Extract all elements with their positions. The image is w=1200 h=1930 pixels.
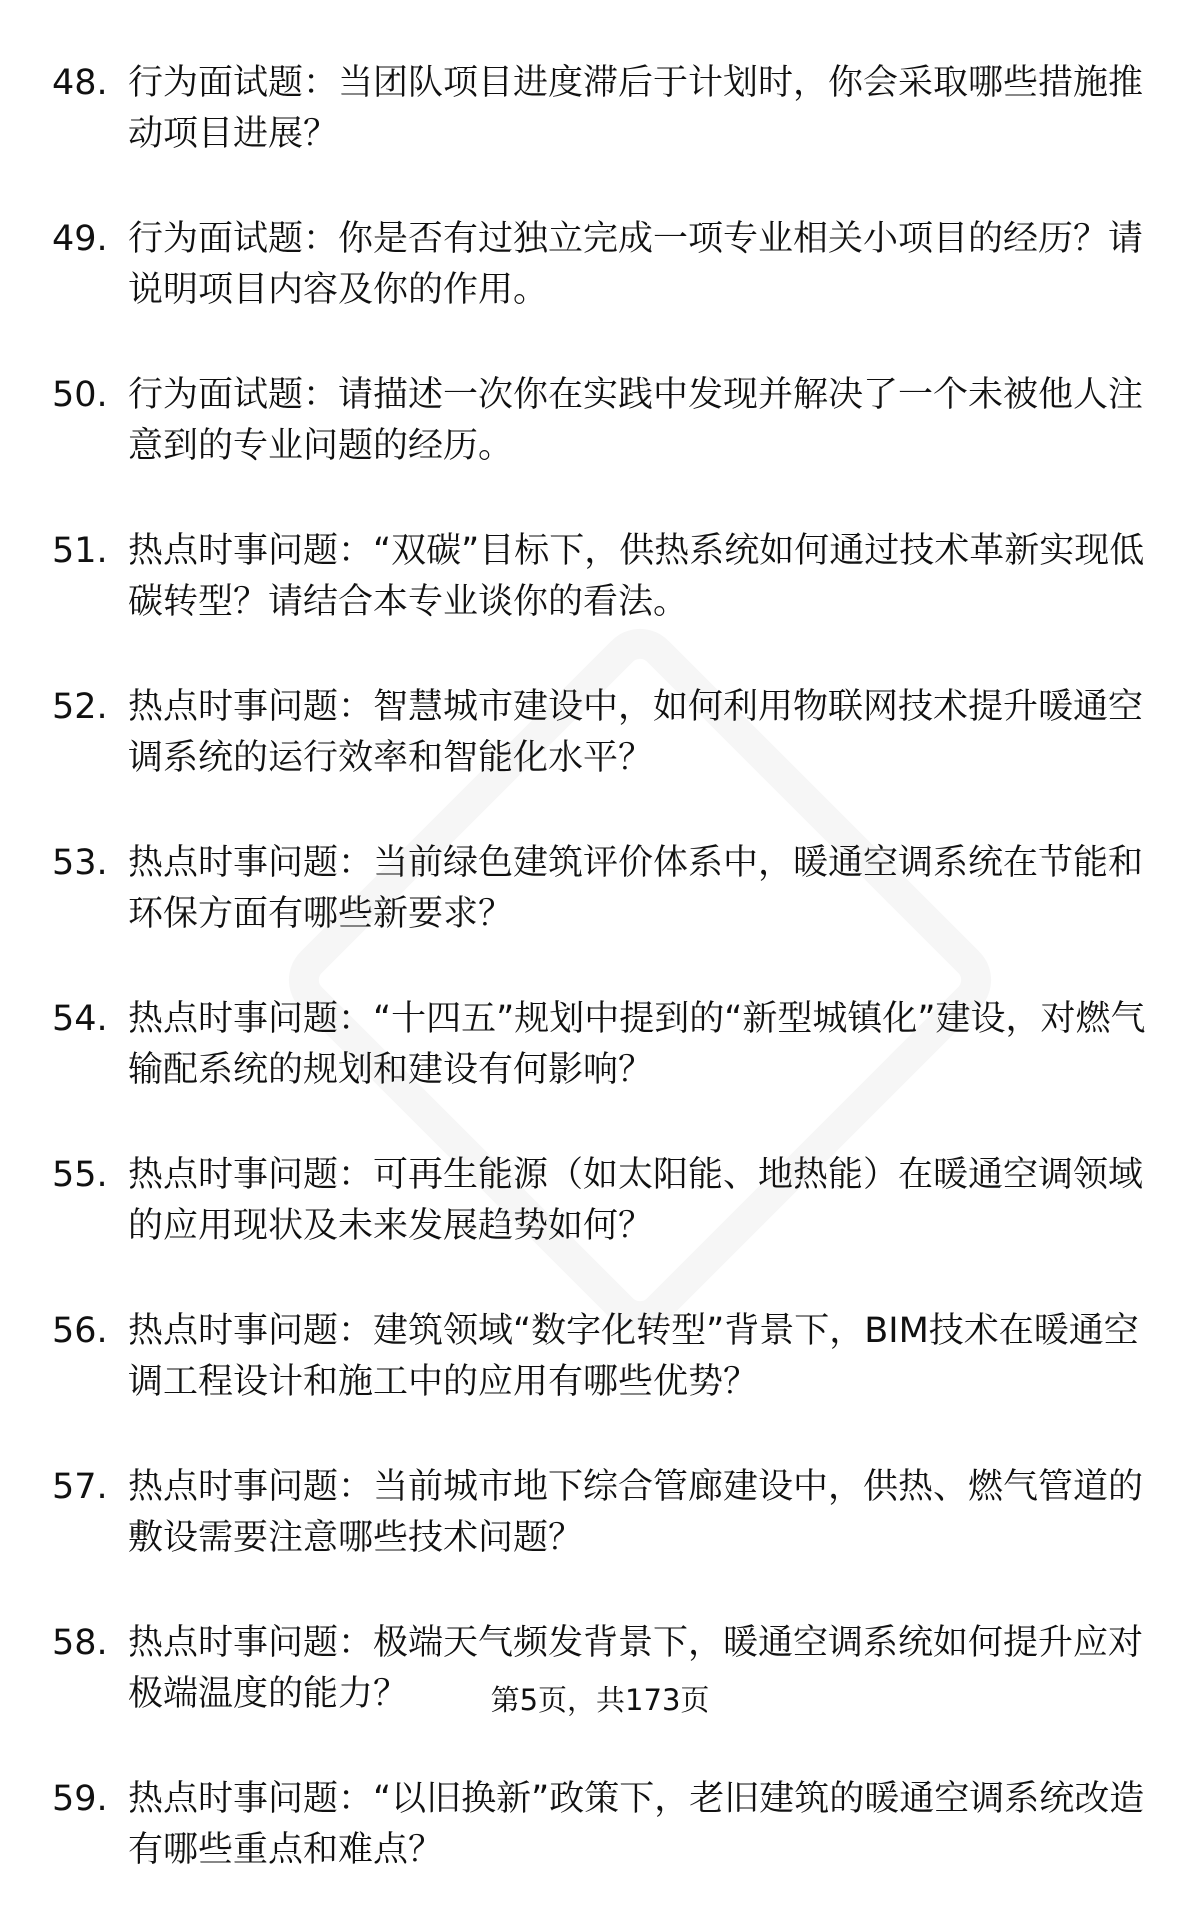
question-item: [52, 838, 1152, 940]
question-text: 热点时事问题：“以旧换新”政策下，老旧建筑的暖通空调系统改造有哪些重点和难点？: [128, 1779, 1145, 1870]
question-item: [52, 526, 1152, 628]
question-number: 56.: [52, 1311, 108, 1351]
question-number: 59.: [52, 1779, 108, 1819]
question-number: 58.: [52, 1623, 108, 1663]
question-text: 热点时事问题：可再生能源（如太阳能、地热能）在暖通空调领域的应用现状及未来发展趋势如何？: [128, 1155, 1144, 1246]
question-number: 54.: [52, 999, 108, 1039]
question-number: 51.: [52, 531, 108, 571]
question-text: 热点时事问题：智慧城市建设中，如何利用物联网技术提升暖通空调系统的运行效率和智能化水平？: [128, 687, 1144, 778]
page-indicator: 第5页，共173页: [490, 1683, 710, 1717]
question-item: [52, 370, 1152, 472]
question-item: [52, 682, 1152, 784]
question-number: 48.: [52, 63, 108, 103]
question-item: [52, 58, 1152, 160]
question-number: 57.: [52, 1467, 108, 1507]
question-number: 55.: [52, 1155, 108, 1195]
question-item: [52, 1462, 1152, 1564]
question-number: 49.: [52, 219, 108, 259]
question-text: 热点时事问题：当前绿色建筑评价体系中，暖通空调系统在节能和环保方面有哪些新要求？: [128, 843, 1144, 934]
question-text: 热点时事问题：极端天气频发背景下，暖通空调系统如何提升应对极端温度的能力？: [128, 1623, 1144, 1714]
question-number: 52.: [52, 687, 108, 727]
question-text: 行为面试题：请描述一次你在实践中发现并解决了一个未被他人注意到的专业问题的经历。: [128, 375, 1144, 466]
question-text: 热点时事问题：“十四五”规划中提到的“新型城镇化”建设，对燃气输配系统的规划和建设有何影响？: [128, 999, 1146, 1090]
question-item: [52, 994, 1152, 1096]
question-item: [52, 1774, 1152, 1876]
question-text: 行为面试题：当团队项目进度滞后于计划时，你会采取哪些措施推动项目进展？: [128, 63, 1144, 154]
question-text: 热点时事问题：当前城市地下综合管廊建设中，供热、燃气管道的敷设需要注意哪些技术问题？: [128, 1467, 1144, 1558]
question-text: 热点时事问题：“双碳”目标下，供热系统如何通过技术革新实现低碳转型？请结合本专业谈你的看法。: [128, 531, 1145, 622]
question-item: [52, 1306, 1152, 1408]
question-list: [52, 58, 1152, 1930]
question-item: [52, 214, 1152, 316]
question-text: 行为面试题：你是否有过独立完成一项专业相关小项目的经历？请说明项目内容及你的作用。: [128, 219, 1144, 310]
question-item: [52, 1150, 1152, 1252]
question-number: 53.: [52, 843, 108, 883]
question-text: 热点时事问题：建筑领域“数字化转型”背景下，BIM技术在暖通空调工程设计和施工中的应用有哪些优势？: [128, 1311, 1139, 1402]
question-number: 50.: [52, 375, 108, 415]
